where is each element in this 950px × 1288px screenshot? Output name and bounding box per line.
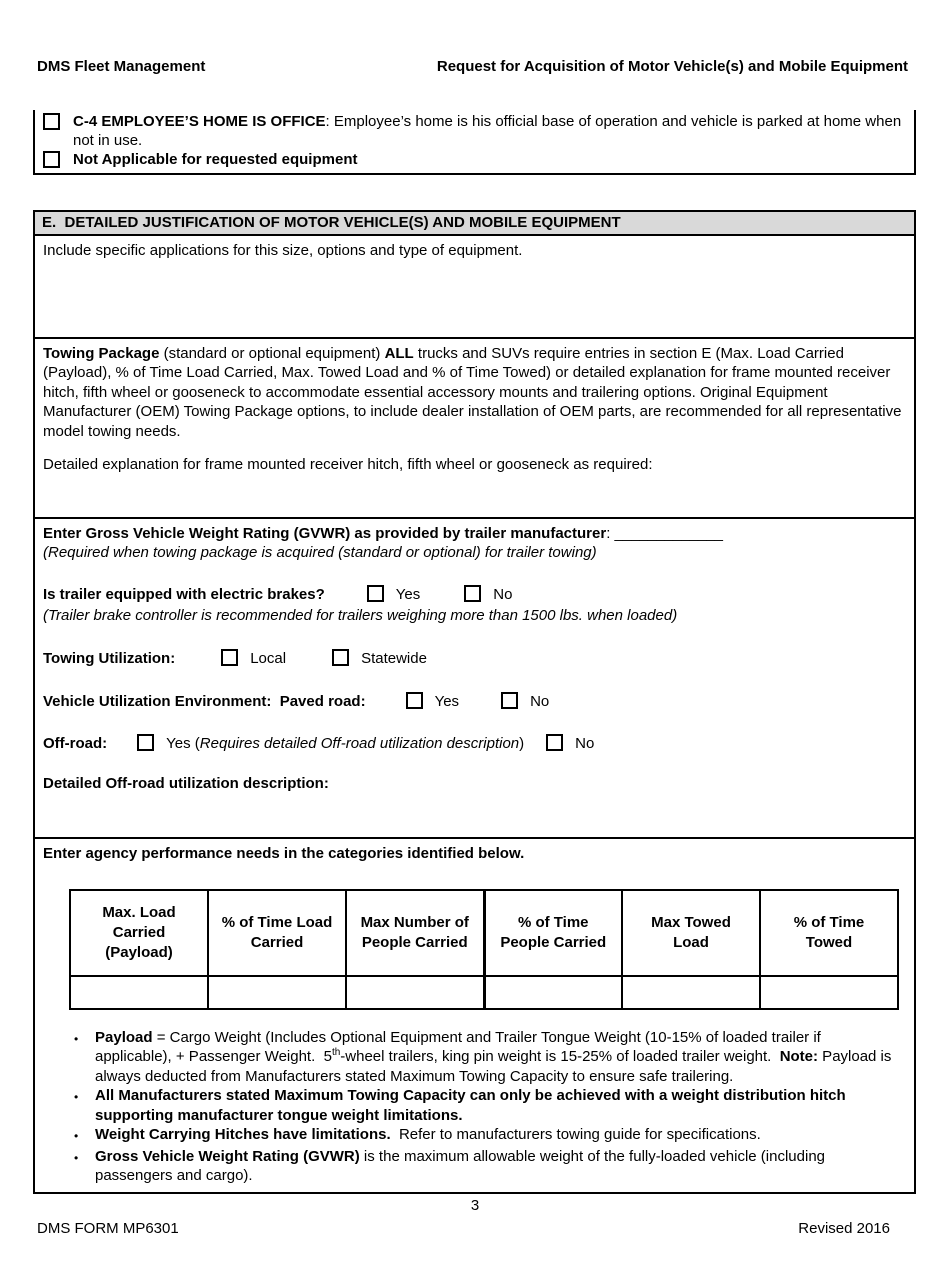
pct-time-load-carried-cell[interactable] <box>208 976 346 1009</box>
vehicle-environment-label: Vehicle Utilization Environment: Paved road: <box>43 692 366 710</box>
col-pct-time-towed: % of Time Towed <box>760 890 898 976</box>
weight-carrying-hitches-note-item: • Weight Carrying Hitches have limitations. Refer to manufacturers towing guide for specifications. <box>74 1125 896 1147</box>
off-road-label: Off-road: <box>43 734 108 752</box>
paved-no-label: No <box>530 692 550 710</box>
towing-package-label: Towing Package <box>43 344 160 362</box>
electric-brakes-note: (Trailer brake controller is recommended for trailers weighing more than 1500 lbs. when loaded) <box>43 606 678 624</box>
bullet-icon: • <box>74 1031 79 1046</box>
electric-brakes-question: Is trailer equipped with electric brakes? <box>43 585 325 603</box>
off-road-no-checkbox[interactable] <box>546 734 563 751</box>
electric-brakes-line <box>43 584 904 606</box>
not-applicable-checkbox[interactable] <box>43 151 60 168</box>
gvwr-label: Enter Gross Vehicle Weight Rating (GVWR) as provided by trailer manufacturer <box>43 524 607 542</box>
brakes-no-checkbox[interactable] <box>464 585 481 602</box>
off-road-line: Off-road: Yes (Requires detailed Off-road utilization description) No <box>43 734 595 752</box>
home-office-option-label: C-4 EMPLOYEE’S HOME IS OFFICE: Employee’s home is his official base of operation and vehicle is parked at home when not in use. <box>73 113 906 149</box>
bullet-icon: • <box>74 1090 79 1104</box>
gvwr-blank-field[interactable]: _____________ <box>614 524 723 542</box>
max-towed-load-cell[interactable] <box>622 976 760 1009</box>
paved-no-checkbox[interactable] <box>501 692 518 709</box>
home-office-option-row <box>43 112 904 150</box>
pct-time-people-carried-cell[interactable] <box>484 976 622 1009</box>
off-road-no-label: No <box>575 734 595 752</box>
gvwr-note: (Required when towing package is acquired (standard or optional) for trailer towing) <box>43 543 597 561</box>
section-e-title: E. DETAILED JUSTIFICATION OF MOTOR VEHICLE(S) AND MOBILE EQUIPMENT <box>35 212 914 236</box>
col-max-towed-load: Max Towed Load <box>622 890 760 976</box>
towing-utilization-label: Towing Utilization: <box>43 649 176 667</box>
towing-package-row <box>35 339 914 519</box>
col-pct-time-load-carried: % of Time Load Carried <box>208 890 346 976</box>
not-applicable-option-label: Not Applicable for requested equipment <box>73 151 358 168</box>
brakes-yes-checkbox[interactable] <box>367 585 384 602</box>
page-number: 3 <box>470 1196 480 1214</box>
justification-prompt: Include specific applications for this size, options and type of equipment. <box>43 242 523 259</box>
pct-time-towed-cell[interactable] <box>760 976 898 1009</box>
max-load-carried-cell[interactable] <box>70 976 208 1009</box>
off-road-yes-checkbox[interactable] <box>137 734 154 751</box>
towing-utilization-line <box>43 648 904 670</box>
towing-local-label: Local <box>250 649 287 667</box>
performance-table-value-row <box>70 976 898 1009</box>
towing-notes-list <box>74 1028 896 1186</box>
gvwr-utilization-row <box>35 519 914 839</box>
brakes-yes-label: Yes <box>395 585 421 603</box>
towing-capacity-note-item: • All Manufacturers stated Maximum Towing Capacity can only be achieved with a weight distribution hitch supporting manufacturer tongue weight limitations. <box>74 1087 850 1124</box>
paved-yes-checkbox[interactable] <box>406 692 423 709</box>
payload-note-item: • Payload = Cargo Weight (Includes Optional Equipment and Trailer Tongue Weight (10-15% of loaded trailer if applicable), + Passenger Weight. 5th-wheel trailers, king pin weight is 15-25% of loaded trailer weight. Note: Payload is always deducted from Manufacturers stated Maximum Towing Capacity to ensure safe trailering. <box>74 1028 896 1085</box>
revision-label: Revised 2016 <box>798 1219 890 1237</box>
justification-row <box>35 236 914 339</box>
paved-yes-label: Yes <box>434 692 460 710</box>
home-office-checkbox[interactable] <box>43 113 60 130</box>
document-header <box>37 58 908 75</box>
off-road-note: Requires detailed Off-road utilization description <box>199 734 520 752</box>
towing-package-paragraph: Towing Package (standard or optional equipment) ALL trucks and SUVs require entries in section E (Max. Load Carried (Payload), % of Time Load Carried, Max. Towed Load and % of Time Towed) or detailed explanation for frame mounted receiver hitch, fifth wheel or gooseneck to accommodate essential accessory mounts and trailering options. Original Equipment Manufacturer (OEM) Towing Package options, to include dealer installation of OEM parts, are recommended for all representative model towing needs. <box>43 344 906 440</box>
form-number: DMS FORM MP6301 <box>37 1219 179 1237</box>
towing-local-checkbox[interactable] <box>221 649 238 666</box>
col-max-load-carried: Max. Load Carried (Payload) <box>70 890 208 976</box>
home-office-options-box <box>33 110 916 175</box>
performance-table <box>69 889 899 1010</box>
col-pct-time-people-carried: % of Time People Carried <box>484 890 622 976</box>
brakes-no-label: No <box>493 585 513 603</box>
off-road-description-input-area[interactable] <box>43 793 904 833</box>
towing-statewide-checkbox[interactable] <box>332 649 349 666</box>
max-people-carried-cell[interactable] <box>346 976 484 1009</box>
performance-table-header-row <box>70 890 898 976</box>
off-road-description-prompt: Detailed Off-road utilization description: <box>43 774 329 792</box>
document-footer <box>37 1220 890 1237</box>
not-applicable-option-row <box>43 150 904 169</box>
gvwr-line: Enter Gross Vehicle Weight Rating (GVWR) as provided by trailer manufacturer: _____________ <box>43 524 723 542</box>
bullet-icon: • <box>74 1129 79 1143</box>
off-road-yes-label: Yes ( <box>166 734 200 752</box>
header-left-title: DMS Fleet Management <box>37 58 206 75</box>
section-e-detailed-justification <box>33 210 916 1194</box>
bullet-icon: • <box>74 1150 79 1165</box>
towing-detail-prompt: Detailed explanation for frame mounted receiver hitch, fifth wheel or gooseneck as required: <box>43 456 653 473</box>
col-max-people-carried: Max Number of People Carried <box>346 890 484 976</box>
performance-needs-row <box>35 839 914 1192</box>
towing-statewide-label: Statewide <box>361 649 427 667</box>
performance-prompt: Enter agency performance needs in the categories identified below. <box>43 844 525 862</box>
justification-input-area[interactable] <box>43 261 904 333</box>
gvwr-definition-note-item: • Gross Vehicle Weight Rating (GVWR) is the maximum allowable weight of the fully-loaded vehicle (including passengers and cargo). <box>74 1147 830 1184</box>
vehicle-environment-line <box>43 691 904 713</box>
towing-detail-input-area[interactable] <box>43 475 904 513</box>
header-right-title: Request for Acquisition of Motor Vehicle(s) and Mobile Equipment <box>436 58 908 75</box>
